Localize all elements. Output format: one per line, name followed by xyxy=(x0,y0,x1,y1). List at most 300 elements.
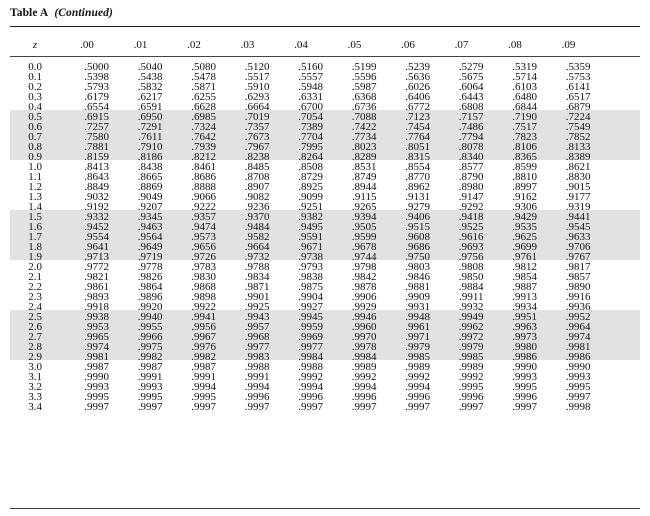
probability-cell: .9573 xyxy=(191,231,216,243)
probability-cell: .7967 xyxy=(244,141,270,153)
probability-cell: .9706 xyxy=(565,241,591,253)
probability-cell: .9878 xyxy=(351,281,377,293)
probability-cell: .9994 xyxy=(244,381,270,393)
z-value: 0.6 xyxy=(28,121,42,133)
probability-cell: .9948 xyxy=(405,311,430,323)
probability-cell: .9803 xyxy=(405,261,430,273)
probability-cell: .9992 xyxy=(405,371,430,383)
probability-cell: .8531 xyxy=(351,161,377,173)
probability-cell: .9857 xyxy=(565,271,591,283)
probability-cell: .9881 xyxy=(405,281,430,293)
probability-cell: .7673 xyxy=(244,131,270,143)
z-value: 2.8 xyxy=(28,341,42,353)
probability-cell: .9962 xyxy=(458,321,484,333)
probability-cell: .9996 xyxy=(244,391,270,403)
probability-cell: .9966 xyxy=(137,331,163,343)
probability-cell: .7389 xyxy=(298,121,323,133)
probability-cell: .9641 xyxy=(84,241,109,253)
top-rule xyxy=(10,26,640,27)
probability-cell: .9441 xyxy=(565,211,591,223)
probability-cell: .9732 xyxy=(244,251,270,263)
probability-cell: .9830 xyxy=(191,271,216,283)
probability-cell: .5517 xyxy=(244,71,270,83)
probability-cell: .6591 xyxy=(137,101,163,113)
probability-cell: .9997 xyxy=(298,401,323,413)
probability-cell: .6664 xyxy=(244,101,270,113)
probability-cell: .9982 xyxy=(137,351,163,363)
probability-cell: .9957 xyxy=(244,321,270,333)
probability-cell: .7852 xyxy=(565,131,591,143)
probability-cell: .9997 xyxy=(458,401,484,413)
probability-cell: .9981 xyxy=(565,341,591,353)
probability-cell: .6879 xyxy=(565,101,591,113)
column-header: .03 xyxy=(240,39,255,51)
probability-cell: .5000 xyxy=(84,61,109,73)
probability-cell: .8485 xyxy=(244,161,270,173)
probability-cell: .9987 xyxy=(137,361,163,373)
probability-cell: .8888 xyxy=(191,181,216,193)
probability-cell: .9664 xyxy=(244,241,270,253)
column-header: .04 xyxy=(294,39,308,51)
column-header: .07 xyxy=(454,39,469,51)
probability-cell: .7642 xyxy=(191,131,216,143)
probability-cell: .6772 xyxy=(405,101,430,113)
probability-cell: .6985 xyxy=(191,111,216,123)
probability-cell: .5279 xyxy=(458,61,484,73)
column-header: .00 xyxy=(80,39,94,51)
probability-cell: .9974 xyxy=(565,331,591,343)
z-value: 2.0 xyxy=(28,261,42,273)
probability-cell: .9608 xyxy=(405,231,430,243)
probability-cell: .9838 xyxy=(298,271,323,283)
probability-cell: .9842 xyxy=(351,271,377,283)
probability-cell: .9884 xyxy=(458,281,484,293)
z-value: 3.2 xyxy=(28,381,42,393)
probability-cell: .9236 xyxy=(244,201,270,213)
probability-cell: .9995 xyxy=(565,381,591,393)
probability-cell: .5636 xyxy=(405,71,430,83)
table-title: Table A xyxy=(10,7,49,19)
z-value: 2.7 xyxy=(28,331,42,343)
probability-cell: .9854 xyxy=(512,271,537,283)
probability-cell: .9177 xyxy=(565,191,591,203)
probability-cell: .9922 xyxy=(191,301,216,313)
z-value: 3.1 xyxy=(28,371,42,383)
probability-cell: .9515 xyxy=(405,221,430,233)
probability-cell: .9484 xyxy=(244,221,270,233)
probability-cell: .9616 xyxy=(458,231,484,243)
probability-cell: .8907 xyxy=(244,181,270,193)
column-header: .06 xyxy=(401,39,415,51)
probability-cell: .9985 xyxy=(458,351,484,363)
probability-cell: .9015 xyxy=(565,181,591,193)
probability-cell: .9996 xyxy=(351,391,377,403)
probability-cell: .9925 xyxy=(244,301,270,313)
probability-cell: .9066 xyxy=(191,191,216,203)
probability-cell: .9452 xyxy=(84,221,109,233)
probability-cell: .9306 xyxy=(512,201,537,213)
z-value: 1.9 xyxy=(28,251,42,263)
probability-cell: .9995 xyxy=(84,391,109,403)
probability-cell: .9987 xyxy=(84,361,109,373)
probability-cell: .9970 xyxy=(351,331,377,343)
z-value: 1.1 xyxy=(28,171,42,183)
probability-cell: .9192 xyxy=(84,201,109,213)
probability-cell: .9901 xyxy=(244,291,270,303)
probability-cell: .8389 xyxy=(565,151,591,163)
probability-cell: .9995 xyxy=(191,391,216,403)
probability-cell: .9986 xyxy=(512,351,537,363)
probability-cell: .8106 xyxy=(512,141,537,153)
probability-cell: .9545 xyxy=(565,221,591,233)
probability-cell: .7454 xyxy=(405,121,430,133)
probability-cell: .9971 xyxy=(405,331,430,343)
probability-cell: .9941 xyxy=(191,311,216,323)
probability-cell: .7910 xyxy=(137,141,163,153)
probability-cell: .7734 xyxy=(351,131,377,143)
probability-cell: .8438 xyxy=(137,161,163,173)
probability-cell: .9974 xyxy=(84,341,109,353)
z-value: 1.0 xyxy=(28,161,42,173)
bottom-rule xyxy=(10,508,640,509)
probability-cell: .9943 xyxy=(244,311,270,323)
probability-cell: .6480 xyxy=(512,91,537,103)
z-value: 1.2 xyxy=(28,181,42,193)
probability-cell: .6628 xyxy=(191,101,216,113)
probability-cell: .9896 xyxy=(137,291,163,303)
probability-cell: .6293 xyxy=(244,91,270,103)
probability-cell: .9997 xyxy=(191,401,216,413)
probability-cell: .8078 xyxy=(458,141,484,153)
probability-cell: .7054 xyxy=(298,111,323,123)
probability-cell: .8849 xyxy=(84,181,109,193)
z-value: 0.9 xyxy=(28,151,42,163)
probability-cell: .9772 xyxy=(84,261,109,273)
probability-cell: .9656 xyxy=(191,241,216,253)
probability-cell: .9633 xyxy=(565,231,591,243)
probability-cell: .5948 xyxy=(298,81,323,93)
probability-cell: .9940 xyxy=(137,311,163,323)
probability-cell: .5753 xyxy=(565,71,591,83)
z-value: 0.0 xyxy=(28,61,42,73)
probability-cell: .9147 xyxy=(458,191,484,203)
z-value: 2.9 xyxy=(28,351,42,363)
probability-cell: .9973 xyxy=(512,331,537,343)
probability-cell: .9964 xyxy=(565,321,591,333)
probability-cell: .8133 xyxy=(565,141,591,153)
probability-cell: .8051 xyxy=(405,141,430,153)
z-value: 2.2 xyxy=(28,281,42,293)
probability-cell: .9370 xyxy=(244,211,270,223)
probability-cell: .6915 xyxy=(84,111,109,123)
probability-cell: .9992 xyxy=(351,371,377,383)
probability-cell: .7764 xyxy=(405,131,430,143)
probability-cell: .9920 xyxy=(137,301,163,313)
probability-cell: .9994 xyxy=(298,381,323,393)
probability-cell: .5832 xyxy=(137,81,163,93)
probability-cell: .9032 xyxy=(84,191,109,203)
probability-cell: .9983 xyxy=(244,351,270,363)
probability-cell: .9767 xyxy=(565,251,591,263)
probability-cell: .9868 xyxy=(191,281,216,293)
probability-cell: .8023 xyxy=(351,141,377,153)
probability-cell: .9995 xyxy=(512,381,537,393)
probability-cell: .9918 xyxy=(84,301,109,313)
z-value: 1.8 xyxy=(28,241,42,253)
probability-cell: .9989 xyxy=(458,361,484,373)
probability-cell: .8621 xyxy=(565,161,591,173)
probability-cell: .9319 xyxy=(565,201,591,213)
probability-cell: .6141 xyxy=(565,81,591,93)
probability-cell: .9082 xyxy=(244,191,270,203)
probability-cell: .9967 xyxy=(191,331,216,343)
column-header: .02 xyxy=(187,39,201,51)
probability-cell: .9993 xyxy=(565,371,591,383)
probability-cell: .9977 xyxy=(298,341,323,353)
probability-cell: .9965 xyxy=(84,331,109,343)
probability-cell: .7324 xyxy=(191,121,216,133)
probability-cell: .9904 xyxy=(298,291,323,303)
probability-cell: .7517 xyxy=(512,121,537,133)
probability-cell: .9162 xyxy=(512,191,537,203)
probability-cell: .9963 xyxy=(512,321,537,333)
z-value: 3.3 xyxy=(28,391,42,403)
probability-cell: .9599 xyxy=(351,231,377,243)
probability-cell: .9997 xyxy=(244,401,270,413)
probability-cell: .7224 xyxy=(565,111,591,123)
probability-cell: .6368 xyxy=(351,91,377,103)
probability-cell: .9834 xyxy=(244,271,270,283)
probability-cell: .9686 xyxy=(405,241,430,253)
probability-cell: .6255 xyxy=(191,91,216,103)
probability-cell: .9913 xyxy=(512,291,537,303)
probability-cell: .9982 xyxy=(191,351,216,363)
probability-cell: .7088 xyxy=(351,111,377,123)
column-header: .01 xyxy=(133,39,148,51)
probability-cell: .9793 xyxy=(298,261,323,273)
probability-cell: .9911 xyxy=(459,291,484,303)
probability-cell: .9986 xyxy=(565,351,591,363)
probability-cell: .9996 xyxy=(512,391,537,403)
z-value: 1.7 xyxy=(28,231,42,243)
probability-cell: .7549 xyxy=(565,121,591,133)
z-value: 1.4 xyxy=(28,201,42,213)
probability-cell: .7019 xyxy=(244,111,270,123)
z-value: 0.5 xyxy=(28,111,42,123)
probability-cell: .8340 xyxy=(458,151,484,163)
table-header-row xyxy=(10,37,640,53)
probability-cell: .9995 xyxy=(137,391,163,403)
probability-cell: .5478 xyxy=(191,71,216,83)
probability-cell: .9996 xyxy=(298,391,323,403)
probability-cell: .9871 xyxy=(244,281,270,293)
probability-cell: .9788 xyxy=(244,261,270,273)
probability-cell: .8708 xyxy=(244,171,270,183)
probability-cell: .9993 xyxy=(512,371,537,383)
probability-cell: .9993 xyxy=(84,381,109,393)
probability-cell: .9495 xyxy=(298,221,323,233)
probability-cell: .9949 xyxy=(458,311,484,323)
z-value: 2.4 xyxy=(28,301,42,313)
probability-cell: .9995 xyxy=(458,381,484,393)
probability-cell: .9997 xyxy=(565,391,591,403)
probability-cell: .7486 xyxy=(458,121,484,133)
probability-cell: .9564 xyxy=(137,231,163,243)
z-value: 3.0 xyxy=(28,361,42,373)
probability-cell: .6808 xyxy=(458,101,484,113)
probability-cell: .7823 xyxy=(512,131,537,143)
probability-cell: .9846 xyxy=(405,271,430,283)
probability-cell: .9821 xyxy=(84,271,109,283)
probability-cell: .9850 xyxy=(458,271,484,283)
normal-distribution-table xyxy=(10,37,640,413)
probability-cell: .9955 xyxy=(137,321,163,333)
z-column-header: z xyxy=(32,39,38,51)
z-value: 0.2 xyxy=(28,81,42,93)
probability-cell: .6517 xyxy=(565,91,591,103)
probability-cell: .9406 xyxy=(405,211,430,223)
probability-cell: .9505 xyxy=(351,221,377,233)
probability-cell: .8554 xyxy=(405,161,430,173)
probability-cell: .9418 xyxy=(458,211,484,223)
probability-cell: .9251 xyxy=(298,201,323,213)
probability-cell: .9699 xyxy=(512,241,537,253)
probability-cell: .9951 xyxy=(512,311,537,323)
probability-cell: .9990 xyxy=(512,361,537,373)
probability-cell: .9345 xyxy=(137,211,163,223)
probability-cell: .8315 xyxy=(405,151,430,163)
probability-cell: .9961 xyxy=(405,321,430,333)
probability-cell: .9992 xyxy=(458,371,484,383)
probability-cell: .9761 xyxy=(512,251,537,263)
probability-cell: .6217 xyxy=(137,91,163,103)
probability-cell: .9554 xyxy=(84,231,109,243)
probability-cell: .5596 xyxy=(351,71,377,83)
probability-cell: .8159 xyxy=(84,151,109,163)
probability-cell: .7357 xyxy=(244,121,270,133)
z-value: 2.6 xyxy=(28,321,42,333)
probability-cell: .9927 xyxy=(298,301,323,313)
probability-cell: .7939 xyxy=(191,141,216,153)
probability-cell: .9996 xyxy=(458,391,484,403)
probability-cell: .9969 xyxy=(298,331,323,343)
probability-cell: .9678 xyxy=(351,241,377,253)
probability-cell: .6331 xyxy=(298,91,323,103)
probability-cell: .9332 xyxy=(84,211,109,223)
probability-cell: .9265 xyxy=(351,201,377,213)
probability-cell: .7881 xyxy=(84,141,109,153)
probability-cell: .8749 xyxy=(351,171,377,183)
probability-cell: .6844 xyxy=(512,101,537,113)
probability-cell: .8186 xyxy=(137,151,163,163)
probability-cell: .9960 xyxy=(351,321,377,333)
probability-cell: .8599 xyxy=(512,161,537,173)
probability-cell: .9992 xyxy=(298,371,323,383)
probability-cell: .7157 xyxy=(458,111,484,123)
probability-cell: .9582 xyxy=(244,231,270,243)
probability-cell: .9357 xyxy=(191,211,216,223)
probability-cell: .8643 xyxy=(84,171,109,183)
probability-cell: .9997 xyxy=(137,401,163,413)
probability-cell: .5987 xyxy=(351,81,377,93)
table-body xyxy=(10,62,640,412)
probability-cell: .9756 xyxy=(458,251,484,263)
z-value: 0.4 xyxy=(28,101,42,113)
probability-cell: .9893 xyxy=(84,291,109,303)
probability-cell: .9988 xyxy=(244,361,270,373)
z-value: 0.1 xyxy=(28,71,42,83)
probability-cell: .9525 xyxy=(458,221,484,233)
probability-cell: .9207 xyxy=(137,201,163,213)
probability-cell: .7422 xyxy=(351,121,377,133)
probability-cell: .5080 xyxy=(191,61,216,73)
probability-cell: .9993 xyxy=(137,381,163,393)
z-value: 1.3 xyxy=(28,191,42,203)
probability-cell: .7611 xyxy=(138,131,163,143)
probability-cell: .9976 xyxy=(191,341,216,353)
probability-cell: .6179 xyxy=(84,91,109,103)
probability-cell: .9099 xyxy=(298,191,323,203)
probability-cell: .5557 xyxy=(298,71,323,83)
probability-cell: .9934 xyxy=(512,301,537,313)
probability-cell: .9279 xyxy=(405,201,430,213)
probability-cell: .9997 xyxy=(351,401,377,413)
probability-cell: .8997 xyxy=(512,181,537,193)
probability-cell: .5199 xyxy=(351,61,377,73)
probability-cell: .8980 xyxy=(458,181,484,193)
probability-cell: .9968 xyxy=(244,331,270,343)
probability-cell: .8289 xyxy=(351,151,377,163)
probability-cell: .8264 xyxy=(298,151,323,163)
probability-cell: .8508 xyxy=(298,161,323,173)
column-header: .09 xyxy=(561,39,576,51)
probability-cell: .9996 xyxy=(405,391,430,403)
probability-cell: .6554 xyxy=(84,101,109,113)
probability-cell: .5398 xyxy=(84,71,109,83)
probability-cell: .9989 xyxy=(351,361,377,373)
probability-cell: .9938 xyxy=(84,311,109,323)
probability-cell: .6406 xyxy=(405,91,430,103)
probability-cell: .9972 xyxy=(458,331,484,343)
probability-cell: .6026 xyxy=(405,81,430,93)
probability-cell: .9713 xyxy=(84,251,109,263)
probability-cell: .9783 xyxy=(191,261,216,273)
probability-cell: .9980 xyxy=(512,341,537,353)
probability-cell: .9898 xyxy=(191,291,216,303)
probability-cell: .9959 xyxy=(298,321,323,333)
probability-cell: .9826 xyxy=(137,271,163,283)
probability-cell: .9887 xyxy=(512,281,537,293)
probability-cell: .8238 xyxy=(244,151,270,163)
probability-cell: .5910 xyxy=(244,81,270,93)
probability-cell: .6443 xyxy=(458,91,484,103)
probability-cell: .9049 xyxy=(137,191,163,203)
probability-cell: .9474 xyxy=(191,221,216,233)
probability-cell: .9131 xyxy=(405,191,430,203)
probability-cell: .9929 xyxy=(351,301,377,313)
probability-cell: .8212 xyxy=(191,151,216,163)
probability-cell: .9292 xyxy=(458,201,484,213)
probability-cell: .8686 xyxy=(191,171,216,183)
probability-cell: .9990 xyxy=(565,361,591,373)
probability-cell: .9945 xyxy=(298,311,323,323)
probability-cell: .9817 xyxy=(565,261,591,273)
probability-cell: .9931 xyxy=(405,301,430,313)
probability-cell: .9998 xyxy=(565,401,591,413)
probability-cell: .5438 xyxy=(137,71,163,83)
probability-cell: .9394 xyxy=(351,211,377,223)
probability-cell: .9991 xyxy=(244,371,270,383)
